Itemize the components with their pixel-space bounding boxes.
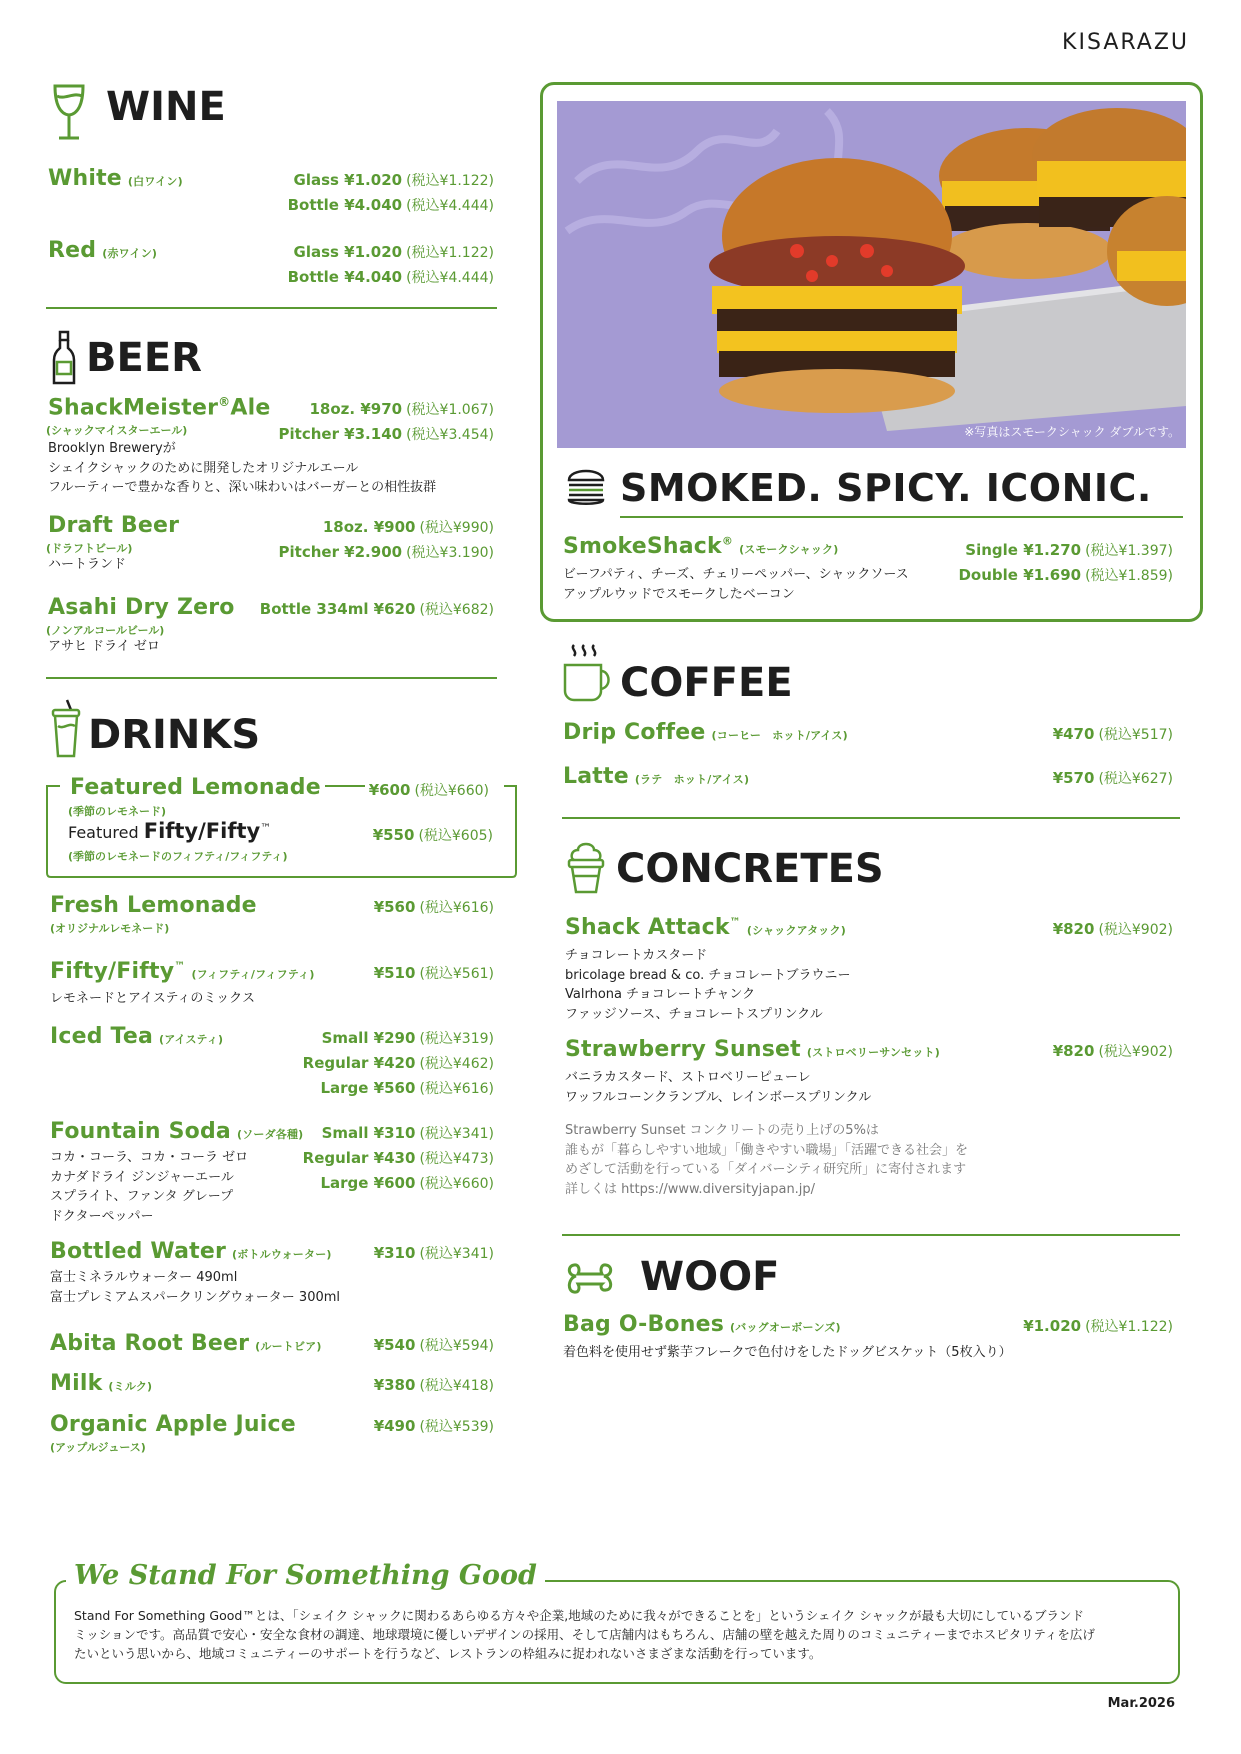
beer-item-draft: Draft Beer xyxy=(48,513,180,538)
bag-o-bones-price: ¥1.020 (税込¥1.122) xyxy=(1023,1317,1173,1335)
drink-item-iced-tea: Iced Tea (アイスティ) xyxy=(50,1024,224,1049)
concrete-strawberry-sunset-price: ¥820 (税込¥902) xyxy=(1052,1042,1173,1060)
drink-iced-tea-price-small: Small ¥290 (税込¥319) xyxy=(321,1029,494,1047)
beer-bottle-icon xyxy=(52,330,76,386)
drink-apple-juice-price: ¥490 (税込¥539) xyxy=(373,1417,494,1435)
coffee-title: COFFEE xyxy=(620,660,793,706)
beer-item-desc: Brooklyn Breweryが シェイクシャックのために開発したオリジナルエール フルーティーで豊かな香りと、深い味わいはバーガーとの相性抜群 xyxy=(48,441,437,495)
burger-icon xyxy=(566,464,606,508)
beer-shackmeister-price-pitcher: Pitcher ¥3.140 (税込¥3.454) xyxy=(278,425,494,443)
drink-item-desc: 富士ミネラルウォーター 490ml 富士プレミアムスパークリングウォーター 300ml xyxy=(50,1270,341,1305)
beer-shackmeister-price-18oz: 18oz. ¥970 (税込¥1.067) xyxy=(309,400,494,418)
concrete-donation-note: Strawberry Sunset コンクリートの売り上げの5%は 誰もが「暮らしやすい地域」「働きやすい職場」「活躍できる社会」を めざして活動を行っている「ダイバーシティ研究所」に寄付されます 詳しくは https://www.diversityjapan.jp/ xyxy=(565,1123,969,1197)
drink-item-fountain-soda: Fountain Soda (ソーダ各種) xyxy=(50,1119,304,1144)
concretes-title: CONCRETES xyxy=(616,846,884,892)
bag-o-bones-desc: 着色料を使用せず紫芋フレークで色付けをしたドッグビスケット（5枚入り） xyxy=(563,1345,1012,1360)
beer-item-desc: アサヒ ドライ ゼロ xyxy=(48,639,160,654)
drink-fresh-lemonade-price: ¥560 (税込¥616) xyxy=(373,898,494,916)
menu-date: Mar.2026 xyxy=(1107,1696,1175,1711)
drinks-title: DRINKS xyxy=(88,712,261,758)
drink-item-sub: (アップルジュース) xyxy=(50,1441,146,1454)
bag-o-bones-name: Bag O-Bones (バッグオーボーンズ) xyxy=(563,1312,841,1337)
beer-draft-price-pitcher: Pitcher ¥2.900 (税込¥3.190) xyxy=(278,543,494,561)
beer-draft-price-18oz: 18oz. ¥900 (税込¥990) xyxy=(322,518,494,536)
concrete-cup-icon xyxy=(566,838,606,894)
coffee-latte-price: ¥570 (税込¥627) xyxy=(1052,769,1173,787)
drink-milk-price: ¥380 (税込¥418) xyxy=(373,1376,494,1394)
wine-title: WINE xyxy=(106,84,226,130)
beer-item-asahi: Asahi Dry Zero xyxy=(48,595,235,620)
drink-item-sub: (オリジナルレモネード) xyxy=(50,922,170,935)
coffee-list xyxy=(563,720,1173,790)
smokeshack-name: SmokeShack®(スモークシャック) xyxy=(563,534,839,559)
wine-item-white: White (白ワイン) xyxy=(48,166,183,191)
wine-red-price-bottle: Bottle ¥4.040 (税込¥4.444) xyxy=(287,268,494,286)
wine-list xyxy=(48,160,494,310)
drink-iced-tea-price-regular: Regular ¥420 (税込¥462) xyxy=(302,1054,494,1072)
drink-iced-tea-price-large: Large ¥560 (税込¥616) xyxy=(320,1079,494,1097)
coffee-item-drip: Drip Coffee (コーヒー ホット/アイス) xyxy=(563,720,848,745)
featured-box xyxy=(46,775,517,878)
smokeshack-price-double: Double ¥1.690 (税込¥1.859) xyxy=(958,566,1173,584)
drink-fiftyfifty-price: ¥510 (税込¥561) xyxy=(373,964,494,982)
concrete-item-shack-attack: Shack Attack™(シャックアタック) xyxy=(565,915,846,940)
wine-glass-icon xyxy=(52,82,86,142)
feature-photo xyxy=(557,101,1186,448)
coffee-item-latte: Latte (ラテ ホット/アイス) xyxy=(563,764,750,789)
divider xyxy=(562,817,1180,819)
concrete-item-strawberry-sunset: Strawberry Sunset (ストロベリーサンセット) xyxy=(565,1037,940,1062)
drink-bottled-water-price: ¥310 (税込¥341) xyxy=(373,1244,494,1262)
concrete-item-desc: バニラカスタード、ストロベリーピューレ ワッフルコーンクランブル、レインボースプリンクル xyxy=(565,1070,872,1105)
woof-title: WOOF xyxy=(640,1254,780,1300)
concrete-shack-attack-price: ¥820 (税込¥902) xyxy=(1052,920,1173,938)
bone-icon xyxy=(564,1258,616,1300)
drinks-list xyxy=(50,893,494,1453)
beer-item-sub: (シャックマイスターエール) xyxy=(46,424,188,437)
drink-fountain-soda-price-regular: Regular ¥430 (税込¥473) xyxy=(302,1149,494,1167)
featured-fiftyfifty-price: ¥550 (税込¥605) xyxy=(372,826,493,844)
drink-item-bottled-water: Bottled Water (ボトルウォーター) xyxy=(50,1239,332,1264)
concretes-list xyxy=(565,915,1173,1205)
coffee-mug-icon xyxy=(562,643,614,703)
smokeshack-price-single: Single ¥1.270 (税込¥1.397) xyxy=(965,541,1173,559)
feature-item xyxy=(563,534,1173,604)
woof-item xyxy=(563,1312,1173,1362)
wine-item-red: Red (赤ワイン) xyxy=(48,238,158,263)
beer-item-sub: (ドラフトビール) xyxy=(46,542,133,555)
divider xyxy=(46,307,497,309)
drink-item-fresh-lemonade: Fresh Lemonade xyxy=(50,893,257,918)
feature-title: SMOKED. SPICY. ICONIC. xyxy=(620,466,1152,510)
photo-caption: ※写真はスモークシャック ダブルです。 xyxy=(964,425,1180,439)
divider xyxy=(562,1234,1180,1236)
cup-icon xyxy=(50,698,82,760)
featured-fiftyfifty-name: Featured Fifty/Fifty™ xyxy=(68,819,272,843)
wine-white-price-glass: Glass ¥1.020 (税込¥1.122) xyxy=(293,171,494,189)
featured-fiftyfifty-sub: (季節のレモネードのフィフティ/フィフティ) xyxy=(68,850,288,863)
wine-white-price-bottle: Bottle ¥4.040 (税込¥4.444) xyxy=(287,196,494,214)
smokeshack-desc: ビーフパティ、チーズ、チェリーペッパー、シャックソース アップルウッドでスモークしたベーコン xyxy=(563,567,909,602)
location-label: KISARAZU xyxy=(1062,30,1189,55)
beer-asahi-price: Bottle 334ml ¥620 (税込¥682) xyxy=(259,600,494,618)
drink-item-milk: Milk (ミルク) xyxy=(50,1371,153,1396)
beer-item-sub: (ノンアルコールビール) xyxy=(46,624,165,637)
beer-title: BEER xyxy=(86,335,202,381)
coffee-drip-price: ¥470 (税込¥517) xyxy=(1052,725,1173,743)
featured-lemonade-sub: (季節のレモネード) xyxy=(68,805,167,818)
concrete-item-desc: チョコレートカスタード bricolage bread & co. チョコレートブラウニー Valrhona チョコレートチャンク ファッジソース、チョコレートスプリンクル xyxy=(565,948,851,1022)
footer-title: We Stand For Something Good xyxy=(66,1560,545,1591)
burger-photo-illustration xyxy=(557,101,1186,448)
footer-text: Stand For Something Good™とは、「シェイク シャックに関わるあらゆる方々や企業,地域のために我々ができることを」というシェイク シャックが最も大切にしているブランド ミッションです。高品質で安心・安全な食材の調達、地球環境に優しいデザインの採用、そして店舗内はもちろん、店舗の壁を越えた周りのコミュニティーまでホスピタリティを広げ たいという思いから、地域コミュニティーのサポートを行うなど、レストランの枠組みに捉われないさまざまな活動を行っています。 xyxy=(74,1608,1095,1661)
drink-item-apple-juice: Organic Apple Juice xyxy=(50,1412,296,1437)
drink-fountain-soda-price-large: Large ¥600 (税込¥660) xyxy=(320,1174,494,1192)
drink-item-desc: レモネードとアイスティのミックス xyxy=(50,991,256,1006)
wine-red-price-glass: Glass ¥1.020 (税込¥1.122) xyxy=(293,243,494,261)
beer-item-shackmeister: ShackMeister®Ale xyxy=(48,395,271,421)
beer-item-desc: ハートランド xyxy=(48,557,127,572)
drink-item-root-beer: Abita Root Beer (ルートビア) xyxy=(50,1331,322,1356)
drink-fountain-soda-price-small: Small ¥310 (税込¥341) xyxy=(321,1124,494,1142)
divider xyxy=(46,677,497,679)
feature-title-underline xyxy=(620,516,1183,518)
drink-item-fiftyfifty: Fifty/Fifty™(フィフティ/フィフティ) xyxy=(50,959,315,984)
footer-box xyxy=(54,1560,1180,1684)
beer-list xyxy=(48,395,494,665)
drink-root-beer-price: ¥540 (税込¥594) xyxy=(373,1336,494,1354)
featured-lemonade-price: ¥600 (税込¥660) xyxy=(365,780,493,800)
drink-item-desc: コカ・コーラ、コカ・コーラ ゼロ カナダドライ ジンジャーエール スプライト、ファンタ グレープ ドクターペッパー xyxy=(50,1150,249,1224)
featured-lemonade-name: Featured Lemonade xyxy=(66,775,325,800)
